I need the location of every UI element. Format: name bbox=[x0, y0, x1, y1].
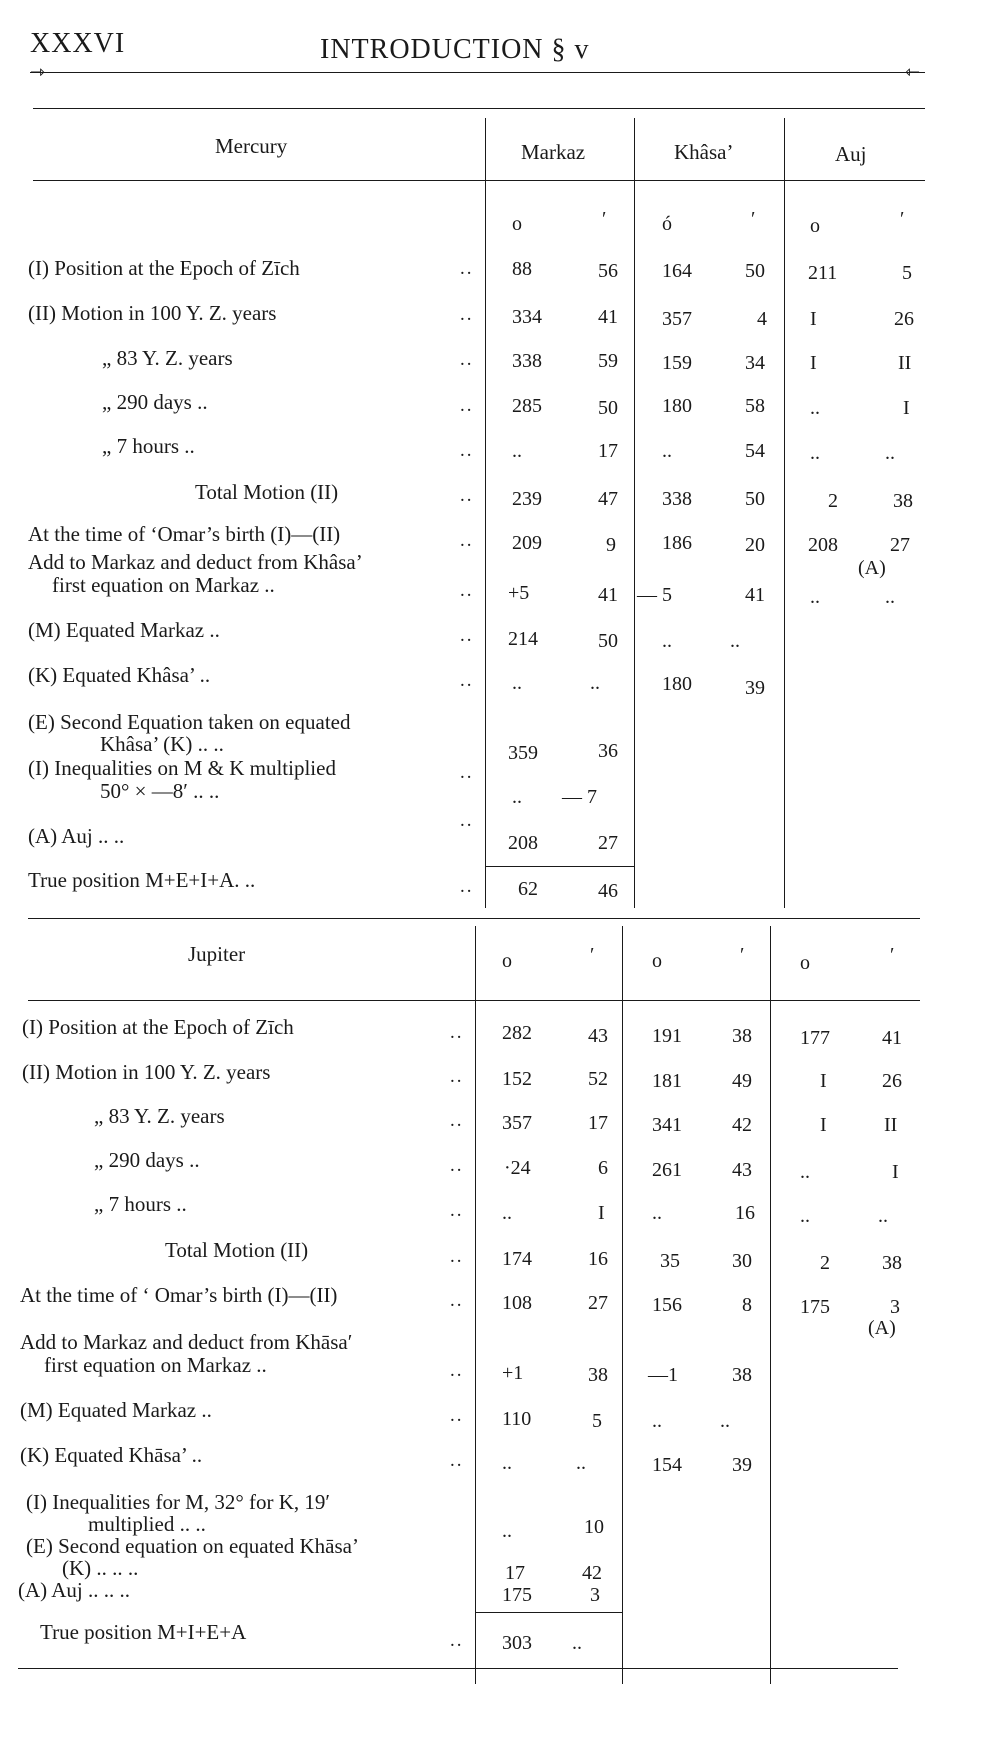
leader-dots: .. bbox=[460, 580, 474, 601]
value-cell: 38 bbox=[732, 1025, 752, 1047]
rule-ornament-right: ⇽ bbox=[905, 62, 921, 82]
row-label: (K) .. .. .. bbox=[62, 1556, 139, 1580]
value-cell: 208 bbox=[808, 534, 838, 556]
row-label: (K) Equated Khâsa’ .. bbox=[28, 663, 211, 687]
value-cell: .. bbox=[512, 440, 522, 462]
value-cell: .. bbox=[885, 586, 895, 608]
leader-dots: .. bbox=[450, 1405, 464, 1426]
value-cell: 88 bbox=[512, 258, 532, 280]
leader-dots: .. bbox=[450, 1630, 464, 1651]
leader-dots: .. bbox=[460, 625, 474, 646]
value-cell: 16 bbox=[588, 1248, 608, 1270]
value-cell: 39 bbox=[732, 1454, 752, 1476]
value-cell: 50 bbox=[598, 397, 618, 419]
value-cell: I bbox=[903, 397, 910, 419]
unit-min: ′ bbox=[602, 208, 607, 230]
value-cell: 175 bbox=[502, 1584, 532, 1606]
header-rule bbox=[30, 72, 925, 73]
row-label: Khâsa’ (K) .. .. bbox=[100, 732, 224, 756]
value-cell: .. bbox=[730, 630, 740, 652]
row-label: True position M+E+I+A. .. bbox=[28, 868, 256, 892]
value-cell: —1 bbox=[648, 1364, 678, 1386]
value-cell: 38 bbox=[893, 490, 913, 512]
value-cell: 338 bbox=[512, 350, 542, 372]
unit-deg: o bbox=[800, 952, 810, 974]
value-cell: 27 bbox=[588, 1292, 608, 1314]
value-cell: 38 bbox=[732, 1364, 752, 1386]
value-cell: .. bbox=[885, 442, 895, 464]
value-cell: 8 bbox=[742, 1294, 752, 1316]
value-cell: I bbox=[810, 308, 817, 330]
page-number: XXXVI bbox=[30, 28, 126, 59]
value-cell: 159 bbox=[662, 352, 692, 374]
value-cell: 42 bbox=[732, 1114, 752, 1136]
value-cell: .. bbox=[662, 440, 672, 462]
value-cell: .. bbox=[800, 1161, 810, 1183]
value-cell: 43 bbox=[588, 1025, 608, 1047]
value-cell: 27 bbox=[598, 832, 618, 854]
row-label: „ 290 days .. bbox=[94, 1148, 200, 1172]
value-cell: 38 bbox=[882, 1252, 902, 1274]
value-cell: 164 bbox=[662, 260, 692, 282]
value-cell: 36 bbox=[598, 740, 618, 762]
row-label: (I) Position at the Epoch of Zīch bbox=[22, 1015, 294, 1039]
value-cell: .. bbox=[662, 630, 672, 652]
value-cell: I bbox=[820, 1114, 827, 1136]
value-cell: 43 bbox=[732, 1159, 752, 1181]
value-cell: 30 bbox=[732, 1250, 752, 1272]
value-cell: 59 bbox=[598, 350, 618, 372]
leader-dots: .. bbox=[450, 1066, 464, 1087]
row-label: (M) Equated Markaz .. bbox=[20, 1398, 212, 1422]
unit-deg: ó bbox=[662, 213, 672, 235]
value-cell: 261 bbox=[652, 1159, 682, 1181]
value-cell: .. bbox=[810, 397, 820, 419]
leader-dots: .. bbox=[460, 440, 474, 461]
value-cell: 49 bbox=[732, 1070, 752, 1092]
row-label: Total Motion (II) bbox=[195, 480, 339, 504]
value-cell: 180 bbox=[662, 395, 692, 417]
row-label: „ 290 days .. bbox=[102, 390, 208, 414]
value-cell: 334 bbox=[512, 306, 542, 328]
row-label: True position M+I+E+A bbox=[40, 1620, 247, 1644]
row-label: At the time of ‘ Omar’s birth (I)—(II) bbox=[20, 1283, 338, 1307]
value-cell: 156 bbox=[652, 1294, 682, 1316]
running-title: INTRODUCTION § v bbox=[320, 34, 590, 65]
value-cell: 17 bbox=[598, 440, 618, 462]
value-cell: 20 bbox=[745, 534, 765, 556]
value-cell: II bbox=[884, 1114, 898, 1136]
value-cell: 56 bbox=[598, 260, 618, 282]
value-cell: I bbox=[892, 1161, 899, 1183]
value-cell: 175 bbox=[800, 1296, 830, 1318]
value-cell: .. bbox=[590, 672, 600, 694]
value-cell: .. bbox=[652, 1410, 662, 1432]
value-cell: 186 bbox=[662, 532, 692, 554]
value-cell: 3 bbox=[590, 1584, 600, 1606]
leader-dots: .. bbox=[460, 485, 474, 506]
value-cell: .. bbox=[810, 586, 820, 608]
header-bottom-rule bbox=[28, 1000, 920, 1001]
row-label: (M) Equated Markaz .. bbox=[28, 618, 220, 642]
auj-note: (A) bbox=[858, 557, 886, 579]
leader-dots: .. bbox=[460, 258, 474, 279]
value-cell: I bbox=[820, 1070, 827, 1092]
leader-dots: .. bbox=[460, 810, 474, 831]
leader-dots: .. bbox=[450, 1290, 464, 1311]
row-label: first equation on Markaz .. bbox=[52, 573, 275, 597]
value-cell: 41 bbox=[882, 1027, 902, 1049]
value-cell: 357 bbox=[662, 308, 692, 330]
value-cell: 338 bbox=[662, 488, 692, 510]
value-cell: 39 bbox=[745, 677, 765, 699]
row-label: „ 7 hours .. bbox=[94, 1192, 187, 1216]
col-header-auj: Auj bbox=[835, 142, 867, 166]
value-cell: 10 bbox=[584, 1516, 604, 1538]
value-cell: 5 bbox=[592, 1410, 602, 1432]
value-cell: 191 bbox=[652, 1025, 682, 1047]
row-label: At the time of ‘Omar’s birth (I)—(II) bbox=[28, 522, 341, 546]
row-label: „ 83 Y. Z. years bbox=[94, 1104, 225, 1128]
value-cell: 34 bbox=[745, 352, 765, 374]
leader-dots: .. bbox=[460, 762, 474, 783]
unit-min: ′ bbox=[751, 208, 756, 230]
leader-dots: .. bbox=[460, 876, 474, 897]
value-cell: 239 bbox=[512, 488, 542, 510]
row-label: (I) Inequalities on M & K multiplied bbox=[28, 756, 336, 780]
value-cell: 41 bbox=[598, 306, 618, 328]
value-cell: 41 bbox=[745, 584, 765, 606]
leader-dots: .. bbox=[460, 670, 474, 691]
value-cell: .. bbox=[878, 1205, 888, 1227]
value-cell: 108 bbox=[502, 1292, 532, 1314]
value-cell: 152 bbox=[502, 1068, 532, 1090]
row-label: Total Motion (II) bbox=[165, 1238, 309, 1262]
col-divider-3 bbox=[770, 926, 771, 1684]
unit-deg: o bbox=[810, 215, 820, 237]
row-label: (K) Equated Khāsa’ .. bbox=[20, 1443, 203, 1467]
value-cell: .. bbox=[810, 442, 820, 464]
sum-rule bbox=[475, 1612, 622, 1613]
value-cell: .. bbox=[512, 786, 522, 808]
value-cell: .. bbox=[800, 1205, 810, 1227]
value-cell: 2 bbox=[820, 1252, 830, 1274]
col-divider-2 bbox=[634, 118, 635, 908]
unit-min: ′ bbox=[590, 944, 595, 966]
value-cell: ·24 bbox=[504, 1157, 531, 1179]
leader-dots: .. bbox=[460, 395, 474, 416]
value-cell: .. bbox=[502, 1520, 512, 1542]
value-cell: .. bbox=[572, 1632, 582, 1654]
value-cell: 285 bbox=[512, 395, 542, 417]
leader-dots: .. bbox=[460, 530, 474, 551]
header-bottom-rule bbox=[33, 180, 925, 181]
table-top-rule bbox=[28, 918, 920, 919]
row-label: first equation on Markaz .. bbox=[44, 1353, 267, 1377]
row-label: „ 83 Y. Z. years bbox=[102, 346, 233, 370]
leader-dots: .. bbox=[450, 1450, 464, 1471]
value-cell: 50 bbox=[745, 260, 765, 282]
value-cell: 58 bbox=[745, 395, 765, 417]
value-cell: II bbox=[898, 352, 912, 374]
col-divider-1 bbox=[485, 118, 486, 908]
unit-deg: o bbox=[652, 950, 662, 972]
row-label: (II) Motion in 100 Y. Z. years bbox=[22, 1060, 271, 1084]
value-cell: +5 bbox=[508, 582, 530, 604]
unit-min: ′ bbox=[740, 944, 745, 966]
leader-dots: .. bbox=[450, 1155, 464, 1176]
value-cell: I bbox=[598, 1202, 605, 1224]
value-cell: 359 bbox=[508, 742, 538, 764]
value-cell: — 5 bbox=[637, 584, 672, 606]
unit-deg: o bbox=[512, 213, 522, 235]
value-cell: .. bbox=[512, 672, 522, 694]
row-label: (A) Auj .. .. bbox=[28, 824, 125, 848]
value-cell: 26 bbox=[894, 308, 914, 330]
value-cell: 214 bbox=[508, 628, 538, 650]
section-title: Jupiter bbox=[188, 942, 246, 966]
value-cell: 4 bbox=[757, 308, 767, 330]
col-header-mercury: Mercury bbox=[215, 134, 288, 158]
auj-note: (A) bbox=[868, 1317, 896, 1339]
value-cell: 35 bbox=[660, 1250, 680, 1272]
sum-rule bbox=[485, 866, 634, 867]
row-label: „ 7 hours .. bbox=[102, 434, 195, 458]
value-cell: 16 bbox=[735, 1202, 755, 1224]
value-cell: 17 bbox=[505, 1562, 525, 1584]
leader-dots: .. bbox=[460, 349, 474, 370]
row-label: Add to Markaz and deduct from Khâsa’ bbox=[28, 550, 363, 574]
table-top-rule bbox=[33, 108, 925, 109]
col-header-markaz: Markaz bbox=[521, 140, 586, 164]
leader-dots: .. bbox=[450, 1246, 464, 1267]
value-cell: .. bbox=[652, 1202, 662, 1224]
value-cell: 110 bbox=[502, 1408, 532, 1430]
value-cell: 9 bbox=[606, 534, 616, 556]
value-cell: I bbox=[810, 352, 817, 374]
value-cell: — 7 bbox=[562, 786, 597, 808]
leader-dots: .. bbox=[450, 1110, 464, 1131]
value-cell: .. bbox=[576, 1452, 586, 1474]
value-cell: 177 bbox=[800, 1027, 830, 1049]
value-cell: 41 bbox=[598, 584, 618, 606]
value-cell: 282 bbox=[502, 1022, 532, 1044]
value-cell: 208 bbox=[508, 832, 538, 854]
value-cell: .. bbox=[502, 1202, 512, 1224]
value-cell: 154 bbox=[652, 1454, 682, 1476]
value-cell: 341 bbox=[652, 1114, 682, 1136]
leader-dots: .. bbox=[450, 1022, 464, 1043]
col-divider-1 bbox=[475, 926, 476, 1684]
col-divider-2 bbox=[622, 926, 623, 1684]
unit-deg: o bbox=[502, 950, 512, 972]
row-label: (E) Second equation on equated Khāsa’ bbox=[26, 1534, 359, 1558]
value-cell: 181 bbox=[652, 1070, 682, 1092]
value-cell: 54 bbox=[745, 440, 765, 462]
value-cell: 211 bbox=[808, 262, 838, 284]
value-cell: 17 bbox=[588, 1112, 608, 1134]
value-cell: .. bbox=[502, 1452, 512, 1474]
value-cell: 38 bbox=[588, 1364, 608, 1386]
row-label: 50° × —8′ .. .. bbox=[100, 779, 220, 803]
value-cell: 50 bbox=[745, 488, 765, 510]
value-cell: .. bbox=[720, 1410, 730, 1432]
rule-ornament-left: ⇾ bbox=[30, 62, 46, 82]
value-cell: 46 bbox=[598, 880, 618, 902]
col-divider-3 bbox=[784, 118, 785, 908]
value-cell: 6 bbox=[598, 1157, 608, 1179]
row-label: Add to Markaz and deduct from Khāsa′ bbox=[20, 1330, 353, 1354]
row-label: (I) Inequalities for M, 32° for K, 19′ bbox=[26, 1490, 330, 1514]
value-cell: 303 bbox=[502, 1632, 532, 1654]
value-cell: 209 bbox=[512, 532, 542, 554]
value-cell: 357 bbox=[502, 1112, 532, 1134]
value-cell: 50 bbox=[598, 630, 618, 652]
row-label: (I) Position at the Epoch of Zīch bbox=[28, 256, 300, 280]
value-cell: +1 bbox=[502, 1362, 524, 1384]
value-cell: 26 bbox=[882, 1070, 902, 1092]
unit-min: ′ bbox=[890, 944, 895, 966]
row-label: (E) Second Equation taken on equated bbox=[28, 710, 351, 734]
value-cell: 47 bbox=[598, 488, 618, 510]
value-cell: 52 bbox=[588, 1068, 608, 1090]
leader-dots: .. bbox=[450, 1360, 464, 1381]
value-cell: 42 bbox=[582, 1562, 602, 1584]
row-label: multiplied .. .. bbox=[88, 1512, 206, 1536]
table-bottom-rule bbox=[18, 1668, 898, 1669]
leader-dots: .. bbox=[460, 304, 474, 325]
leader-dots: .. bbox=[450, 1200, 464, 1221]
value-cell: 62 bbox=[518, 878, 538, 900]
value-cell: 180 bbox=[662, 673, 692, 695]
unit-min: ′ bbox=[900, 208, 905, 230]
value-cell: 5 bbox=[902, 262, 912, 284]
row-label: (II) Motion in 100 Y. Z. years bbox=[28, 301, 277, 325]
col-header-khasa: Khâsa’ bbox=[674, 140, 734, 164]
value-cell: 2 bbox=[828, 490, 838, 512]
value-cell: 27 bbox=[890, 534, 910, 556]
row-label: (A) Auj .. .. .. bbox=[18, 1578, 130, 1602]
value-cell: 174 bbox=[502, 1248, 532, 1270]
value-cell: 3 bbox=[890, 1296, 900, 1318]
